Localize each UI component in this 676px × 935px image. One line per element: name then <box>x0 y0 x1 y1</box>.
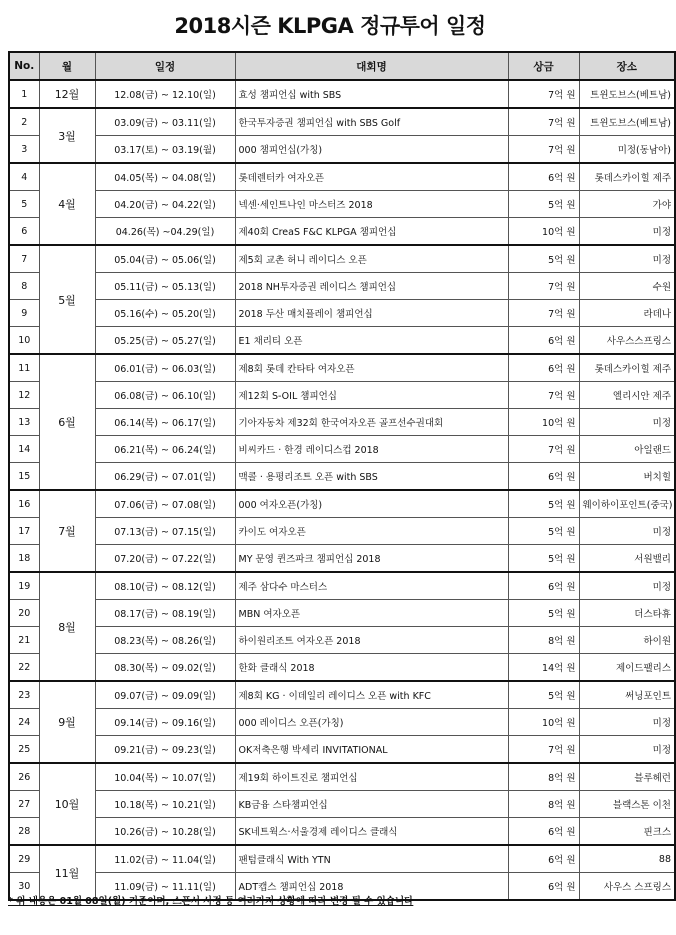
header-prize: 상금 <box>508 52 579 80</box>
row-number: 25 <box>9 736 39 764</box>
event-date: 11.02(금) ~ 11.04(일) <box>95 845 235 873</box>
event-name: 하이원리조트 여자오픈 2018 <box>235 627 508 654</box>
row-number: 28 <box>9 818 39 846</box>
event-name: 2018 NH투자증권 레이디스 챔피언십 <box>235 273 508 300</box>
table-row <box>9 845 675 873</box>
event-date: 06.29(금) ~ 07.01(일) <box>95 463 235 491</box>
row-number: 8 <box>9 273 39 300</box>
venue-name: 사우스스프링스 <box>579 327 675 355</box>
event-date: 08.10(금) ~ 08.12(일) <box>95 572 235 600</box>
event-date: 10.04(목) ~ 10.07(일) <box>95 763 235 791</box>
table-row <box>9 681 675 709</box>
venue-name: 미정 <box>579 709 675 736</box>
event-date: 05.16(수) ~ 05.20(일) <box>95 300 235 327</box>
venue-name: 엘리시안 제주 <box>579 382 675 409</box>
table-row <box>9 108 675 136</box>
prize-amount: 7억 원 <box>508 273 579 300</box>
header-no: No. <box>9 52 39 80</box>
prize-amount: 10억 원 <box>508 709 579 736</box>
prize-amount: 6억 원 <box>508 463 579 491</box>
venue-name: 써닝포인트 <box>579 681 675 709</box>
venue-name: 더스타휴 <box>579 600 675 627</box>
event-name: 제5회 교촌 허니 레이디스 오픈 <box>235 245 508 273</box>
event-date: 12.08(금) ~ 12.10(일) <box>95 80 235 108</box>
venue-name: 아일랜드 <box>579 436 675 463</box>
prize-amount: 5억 원 <box>508 490 579 518</box>
event-date: 04.05(목) ~ 04.08(일) <box>95 163 235 191</box>
prize-amount: 5억 원 <box>508 518 579 545</box>
event-date: 09.07(금) ~ 09.09(일) <box>95 681 235 709</box>
venue-name: 미정 <box>579 736 675 764</box>
event-name: ADT캡스 챔피언십 2018 <box>235 873 508 901</box>
row-number: 11 <box>9 354 39 382</box>
event-name: 제주 삼다수 마스터스 <box>235 572 508 600</box>
prize-amount: 7억 원 <box>508 382 579 409</box>
event-name: 비씨카드 · 한경 레이디스컵 2018 <box>235 436 508 463</box>
event-name: 롯데렌터카 여자오픈 <box>235 163 508 191</box>
row-number: 30 <box>9 873 39 901</box>
event-date: 10.18(목) ~ 10.21(일) <box>95 791 235 818</box>
row-number: 7 <box>9 245 39 273</box>
event-name: 팬텀클래식 With YTN <box>235 845 508 873</box>
table-row <box>9 600 675 627</box>
event-name: 000 레이디스 오픈(가칭) <box>235 709 508 736</box>
event-date: 07.06(금) ~ 07.08(일) <box>95 490 235 518</box>
venue-name: 블루헤런 <box>579 763 675 791</box>
event-name: 한국투자증권 챔피언십 with SBS Golf <box>235 108 508 136</box>
month-cell: 9월 <box>39 681 95 763</box>
month-cell: 4월 <box>39 163 95 245</box>
event-date: 04.26(목) ~04.29(일) <box>95 218 235 246</box>
venue-name: 미정 <box>579 245 675 273</box>
table-row <box>9 245 675 273</box>
prize-amount: 10억 원 <box>508 218 579 246</box>
prize-amount: 6억 원 <box>508 327 579 355</box>
table-row <box>9 709 675 736</box>
prize-amount: 14억 원 <box>508 654 579 682</box>
prize-amount: 7억 원 <box>508 108 579 136</box>
event-date: 04.20(금) ~ 04.22(일) <box>95 191 235 218</box>
month-cell: 7월 <box>39 490 95 572</box>
table-row <box>9 463 675 491</box>
month-cell: 3월 <box>39 108 95 163</box>
prize-amount: 6억 원 <box>508 354 579 382</box>
venue-name: 사우스 스프링스 <box>579 873 675 901</box>
table-row <box>9 490 675 518</box>
table-row <box>9 191 675 218</box>
venue-name: 롯데스카이힐 제주 <box>579 354 675 382</box>
venue-name: 제이드팰리스 <box>579 654 675 682</box>
venue-name: 웨이하이포인트(중국) <box>579 490 675 518</box>
prize-amount: 7억 원 <box>508 736 579 764</box>
prize-amount: 5억 원 <box>508 545 579 573</box>
row-number: 24 <box>9 709 39 736</box>
row-number: 20 <box>9 600 39 627</box>
venue-name: 미정 <box>579 518 675 545</box>
prize-amount: 6억 원 <box>508 845 579 873</box>
table-row <box>9 791 675 818</box>
table-row <box>9 572 675 600</box>
table-row <box>9 327 675 355</box>
prize-amount: 7억 원 <box>508 300 579 327</box>
schedule-body <box>9 80 675 900</box>
prize-amount: 6억 원 <box>508 163 579 191</box>
row-number: 5 <box>9 191 39 218</box>
venue-name: 가야 <box>579 191 675 218</box>
footnote: * 위 내용은 01월 08일(월) 기준이며, 스폰서 사정 등 여러가지 상황에 따라 변경 될 수 있습니다 <box>8 896 414 907</box>
event-name: 맥콜 · 용평리조트 오픈 with SBS <box>235 463 508 491</box>
table-row <box>9 218 675 246</box>
venue-name: 미정 <box>579 218 675 246</box>
schedule-table <box>8 51 676 901</box>
header-month: 월 <box>39 52 95 80</box>
prize-amount: 6억 원 <box>508 873 579 901</box>
prize-amount: 7억 원 <box>508 80 579 108</box>
venue-name: 미정 <box>579 409 675 436</box>
event-date: 07.20(금) ~ 07.22(일) <box>95 545 235 573</box>
venue-name: 블랙스톤 이천 <box>579 791 675 818</box>
venue-name: 라데나 <box>579 300 675 327</box>
table-row <box>9 136 675 164</box>
event-date: 08.23(목) ~ 08.26(일) <box>95 627 235 654</box>
event-date: 03.17(토) ~ 03.19(월) <box>95 136 235 164</box>
prize-amount: 5억 원 <box>508 191 579 218</box>
event-name: 제8회 KG · 이데일리 레이디스 오픈 with KFC <box>235 681 508 709</box>
venue-name: 트윈도브스(베트남) <box>579 80 675 108</box>
event-name: 제19회 하이트진로 챔피언십 <box>235 763 508 791</box>
table-row <box>9 518 675 545</box>
row-number: 1 <box>9 80 39 108</box>
table-row <box>9 436 675 463</box>
row-number: 26 <box>9 763 39 791</box>
table-row <box>9 818 675 846</box>
row-number: 18 <box>9 545 39 573</box>
prize-amount: 10억 원 <box>508 409 579 436</box>
prize-amount: 8억 원 <box>508 763 579 791</box>
prize-amount: 5억 원 <box>508 600 579 627</box>
prize-amount: 5억 원 <box>508 245 579 273</box>
row-number: 27 <box>9 791 39 818</box>
table-header-row <box>9 52 675 80</box>
row-number: 10 <box>9 327 39 355</box>
event-date: 06.08(금) ~ 06.10(일) <box>95 382 235 409</box>
row-number: 15 <box>9 463 39 491</box>
table-row <box>9 163 675 191</box>
event-date: 11.09(금) ~ 11.11(일) <box>95 873 235 901</box>
event-date: 05.04(금) ~ 05.06(일) <box>95 245 235 273</box>
row-number: 22 <box>9 654 39 682</box>
event-date: 06.01(금) ~ 06.03(일) <box>95 354 235 382</box>
event-name: KB금융 스타챔피언십 <box>235 791 508 818</box>
event-name: 한화 클래식 2018 <box>235 654 508 682</box>
prize-amount: 8억 원 <box>508 627 579 654</box>
prize-amount: 7억 원 <box>508 136 579 164</box>
event-name: E1 채리티 오픈 <box>235 327 508 355</box>
venue-name: 수원 <box>579 273 675 300</box>
prize-amount: 5억 원 <box>508 681 579 709</box>
event-date: 06.14(목) ~ 06.17(일) <box>95 409 235 436</box>
month-cell: 12월 <box>39 80 95 108</box>
row-number: 3 <box>9 136 39 164</box>
event-date: 09.14(금) ~ 09.16(일) <box>95 709 235 736</box>
page-title: 2018시즌 KLPGA 정규투어 일정 <box>174 14 486 38</box>
event-name: 000 여자오픈(가칭) <box>235 490 508 518</box>
table-row <box>9 763 675 791</box>
event-name: MY 문영 퀸즈파크 챔피언십 2018 <box>235 545 508 573</box>
event-date: 08.30(목) ~ 09.02(일) <box>95 654 235 682</box>
row-number: 4 <box>9 163 39 191</box>
table-row <box>9 409 675 436</box>
month-cell: 5월 <box>39 245 95 354</box>
venue-name: 롯데스카이힐 제주 <box>579 163 675 191</box>
row-number: 13 <box>9 409 39 436</box>
table-row <box>9 382 675 409</box>
event-name: 기아자동차 제32회 한국여자오픈 골프선수권대회 <box>235 409 508 436</box>
event-name: 제40회 CreaS F&C KLPGA 챔피언십 <box>235 218 508 246</box>
event-name: OK저축은행 박세리 INVITATIONAL <box>235 736 508 764</box>
event-name: 000 챔피언십(가칭) <box>235 136 508 164</box>
prize-amount: 6억 원 <box>508 572 579 600</box>
row-number: 14 <box>9 436 39 463</box>
month-cell: 6월 <box>39 354 95 490</box>
event-name: MBN 여자오픈 <box>235 600 508 627</box>
table-row <box>9 627 675 654</box>
venue-name: 핀크스 <box>579 818 675 846</box>
venue-name: 미정(동남아) <box>579 136 675 164</box>
event-date: 06.21(목) ~ 06.24(일) <box>95 436 235 463</box>
venue-name: 트윈도브스(베트남) <box>579 108 675 136</box>
event-name: 2018 두산 매치플레이 챔피언십 <box>235 300 508 327</box>
prize-amount: 8억 원 <box>508 791 579 818</box>
header-event: 대회명 <box>235 52 508 80</box>
row-number: 2 <box>9 108 39 136</box>
event-date: 05.11(금) ~ 05.13(일) <box>95 273 235 300</box>
prize-amount: 7억 원 <box>508 436 579 463</box>
event-name: 넥센·세인트나인 마스터즈 2018 <box>235 191 508 218</box>
table-row <box>9 736 675 764</box>
row-number: 29 <box>9 845 39 873</box>
row-number: 9 <box>9 300 39 327</box>
header-date: 일정 <box>95 52 235 80</box>
row-number: 19 <box>9 572 39 600</box>
prize-amount: 6억 원 <box>508 818 579 846</box>
event-date: 10.26(금) ~ 10.28(일) <box>95 818 235 846</box>
venue-name: 서원밸리 <box>579 545 675 573</box>
venue-name: 미정 <box>579 572 675 600</box>
event-name: SK네트웍스·서울경제 레이디스 클래식 <box>235 818 508 846</box>
month-cell: 11월 <box>39 845 95 900</box>
row-number: 12 <box>9 382 39 409</box>
event-date: 07.13(금) ~ 07.15(일) <box>95 518 235 545</box>
event-name: 카이도 여자오픈 <box>235 518 508 545</box>
table-row <box>9 273 675 300</box>
row-number: 16 <box>9 490 39 518</box>
header-venue: 장소 <box>579 52 675 80</box>
event-date: 05.25(금) ~ 05.27(일) <box>95 327 235 355</box>
table-row <box>9 354 675 382</box>
row-number: 17 <box>9 518 39 545</box>
event-date: 03.09(금) ~ 03.11(일) <box>95 108 235 136</box>
event-name: 제12회 S-OIL 챔피언십 <box>235 382 508 409</box>
event-date: 09.21(금) ~ 09.23(일) <box>95 736 235 764</box>
venue-name: 하이원 <box>579 627 675 654</box>
row-number: 23 <box>9 681 39 709</box>
venue-name: 88 <box>579 845 675 873</box>
table-row <box>9 300 675 327</box>
event-name: 효성 챔피언십 with SBS <box>235 80 508 108</box>
table-row <box>9 654 675 682</box>
table-row <box>9 80 675 108</box>
table-row <box>9 545 675 573</box>
row-number: 21 <box>9 627 39 654</box>
venue-name: 버치힐 <box>579 463 675 491</box>
month-cell: 8월 <box>39 572 95 681</box>
event-date: 08.17(금) ~ 08.19(일) <box>95 600 235 627</box>
month-cell: 10월 <box>39 763 95 845</box>
event-name: 제8회 롯데 칸타타 여자오픈 <box>235 354 508 382</box>
row-number: 6 <box>9 218 39 246</box>
